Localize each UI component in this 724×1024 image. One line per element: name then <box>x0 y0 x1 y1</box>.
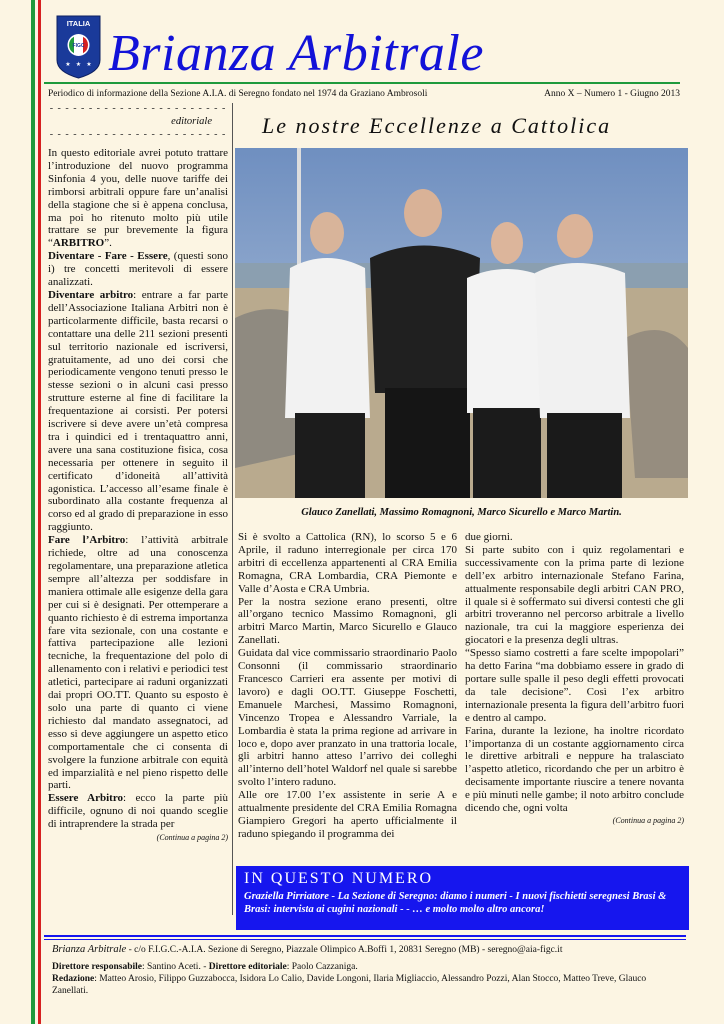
green-margin-stripe <box>31 0 35 1024</box>
in-this-issue-title: IN QUESTO NUMERO <box>244 870 434 887</box>
editorial-paragraph: Diventare - Fare - Essere, (questi sono i) tre concetti meritevoli di essere analizzati. <box>48 250 228 289</box>
article-paragraph: due giorni. <box>465 531 513 543</box>
photo-caption: Glauco Zanellati, Massimo Romagnoni, Marco Sicurello e Marco Martin. <box>301 507 622 518</box>
in-this-issue-text: Graziella Pirriatore - La Sezione di Seregno: diamo i numeri - I nuovi fischietti seregnesi Brasi & Brasi: intervista ai cugini nazionali - - … e molto molto altro ancora! <box>244 891 667 915</box>
article-column-1 <box>238 531 457 841</box>
editorial-paragraph: Diventare arbitro: entrare a far parte dell’Associazione Italiana Arbitri non è particolarmente difficile, basta recarsi o contattare una delle 211 sezioni presenti sul territorio nazionale ed iscriversi, gratuitamente, ad uno dei corsi che periodicamente vengono tenuti presso le stesse sezioni o in alcuni casi presso strutture esterne al fine di facilitare la frequentazione ai corsisti. Per potersi iscrivere si deve avere un’età compresa tra i quindici ed i trentaquattro anni, avere una sana costituzione fisica, cosa necessaria per ottenere in seguito il certificato d’idoneità all’attività agonistica. L’accesso all’esame finale è subordinato alla costante frequenza al corso ed al grado di preparazione in esso raggiunto. <box>48 288 228 534</box>
figc-italia-logo <box>55 14 102 80</box>
article-paragraph: Farina, durante la lezione, ha inoltre ricordato l’importanza di un costante aggiornamento circa le direttive arbitrali e neppure ha tralasciato l’aspetto atletico, ricordando che per un arbitro è decisamente importante riuscire a tenere novanta e più minuti nelle gambe; il noto arbitro conclude dicendo che, ogni volta <box>465 724 684 815</box>
footer-rule-thin <box>44 939 686 940</box>
editorial-label: editoriale <box>171 116 212 127</box>
article-paragraph: Si è svolto a Cattolica (RN), lo scorso 5 e 6 Aprile, il raduno interregionale per circa 170 arbitri di eccellenza appartenenti al CRA Emilia Romagna, CRA Lombardia, CRA Piemonte e Valle d’Aosta e CRA Umbria. <box>238 531 457 595</box>
footer-rule <box>44 935 686 937</box>
article-title: Le nostre Eccellenze a Cattolica <box>262 113 612 138</box>
in-this-issue-box <box>236 866 689 930</box>
editorial-paragraph: Fare l’Arbitro: l’attività arbitrale richiede, oltre ad una conoscenza regolamentare, una preparazione atletica sempre all’altezza per soddisfare in maniera ottimale alle esigenze della gara per cui si è designati. Per ottemperare a quanto richiesto è di estrema importanza fare vita sezionale, con una costante e fattiva partecipazione alle lezioni tecniche, la frequentazione del polo di allenamento con i relativi e periodici test atletici, partecipare ai raduni organizzati dai propri OO.TT. Quanto su esposto è solo una parte di quanto ci viene richiesto dal mandato assegnatoci, ad esso si deve aggiungere un aspetto etico comportamentale che ci consenta di svolgere la funzione arbitrale con equità ed imparzialità e nel pieno rispetto delle parti. <box>48 534 228 792</box>
article-paragraph: Alle ore 17.00 l’ex assistente in serie A e attualmente presidente del CRA Emilia Romagna Giampiero Gregori ha aperto ufficialmente il raduno spiegando il programma dei <box>238 789 457 840</box>
article-paragraph: Si parte subito con i quiz regolamentari e successivamente con la prima parte di lezione dell’ex arbitro internazionale Stefano Farina, attualmente responsabile degli arbitri CAN PRO, il quale si è soffermato sui diversi contesti che gli arbitri troveranno nel percorso arbitrale a livello nazionale, tra cui la maggiore esperienza dei giocatori e la presenza degli ultras. <box>465 543 684 647</box>
footer-address-line <box>52 944 562 956</box>
editorial-paragraph: Essere Arbitro: ecco la parte più difficile, ognuno di noi quando sceglie di intraprendere la strada per <box>48 792 228 831</box>
footer-address: - c/o F.I.G.C.-A.I.A. Sezione di Seregno, Piazzale Olimpico A.Boffi 1, 20831 Seregno (MB) - seregno@aia-figc.it <box>126 945 563 955</box>
footer-publication-name: Brianza Arbitrale <box>52 944 127 955</box>
issue-info: Anno X – Numero 1 - Giugno 2013 <box>544 89 680 99</box>
continued-link[interactable]: (Continua a pagina 2) <box>156 833 228 843</box>
editorial-paragraph: In questo editoriale avrei potuto trattare l’introduzione del nuovo programma Sinfonia 4 you, delle nuove tariffe dei rimborsi arbitrali oppure fare un’analisi della stagione che si è appena conclusa, ma poi ho ritenuto molto più utile trattare se pur brevemente la figura “ARBITRO”. <box>48 147 228 250</box>
masthead-title: Brianza Arbitrale <box>108 25 484 82</box>
editorial-column <box>48 103 228 845</box>
continued-link[interactable]: (Continua a pagina 2) <box>612 815 684 825</box>
credits: Direttore responsabile: Santino Aceti. - Direttore editoriale: Paolo Cazzaniga. Redazione: Matteo Arosio, Filippo Guzzabocca, Isidora Lo Calio, Davide Longoni, Ilaria Migliaccio, Alessandro Pozzi, Alan Stocco, Matteo Treve, Glauco Zanellati. <box>52 962 647 996</box>
editorial-body <box>48 147 228 845</box>
article-column-2 <box>465 531 684 828</box>
masthead-rule <box>44 82 680 84</box>
masthead-subtitle: Periodico di informazione della Sezione A.I.A. di Seregno fondato nel 1974 da Graziano Ambrosoli <box>48 89 428 99</box>
column-divider <box>232 103 233 915</box>
article-paragraph: Guidata dal vice commissario straordinario Paolo Consonni (il commissario straordinario Francesco Carrieri era assente per motivi di lavoro) e dagli OO.TT. Giuseppe Foschetti, Emanuele Marchesi, Massimo Romagnoni, Vincenzo Tropea e Alessandro Varriale, la Lombardia è stata la prima regione ad arrivare in loco e, dopo aver pranzato in una trattoria locale, gli arbitri hanno atteso l’arrivo dei colleghi all’interno dell’hotel Waldorf nel quale si sarebbe svolto l’intero raduno. <box>238 647 457 789</box>
svg-text:★: ★ <box>75 62 82 68</box>
article-paragraph: Per la nostra sezione erano presenti, oltre all’organo tecnico Massimo Romagnoni, gli arbitri Marco Martin, Marco Sicurello e Glauco Zanellati. <box>238 595 457 647</box>
dash-divider: - - - - - - - - - - - - - - - - - - - - - - - <box>49 129 227 140</box>
article-paragraph: “Spesso siamo costretti a fare scelte impopolari” ha detto Farina “ma dobbiamo essere in grado di portare sulle spalle il peso degli effetti provocati da tale decisione”. Così l’ex arbitro internazionale presenta la figura dell’arbitro fuori e dentro al campo. <box>465 647 684 724</box>
logo-italia-text: ITALIA <box>66 19 91 28</box>
dash-divider: - - - - - - - - - - - - - - - - - - - - - - - <box>49 103 227 114</box>
group-photo <box>235 148 688 498</box>
svg-text:★: ★ <box>65 62 71 68</box>
logo-badge-text: FIGC <box>72 43 85 49</box>
red-margin-stripe <box>38 0 41 1024</box>
svg-text:★: ★ <box>86 62 92 68</box>
